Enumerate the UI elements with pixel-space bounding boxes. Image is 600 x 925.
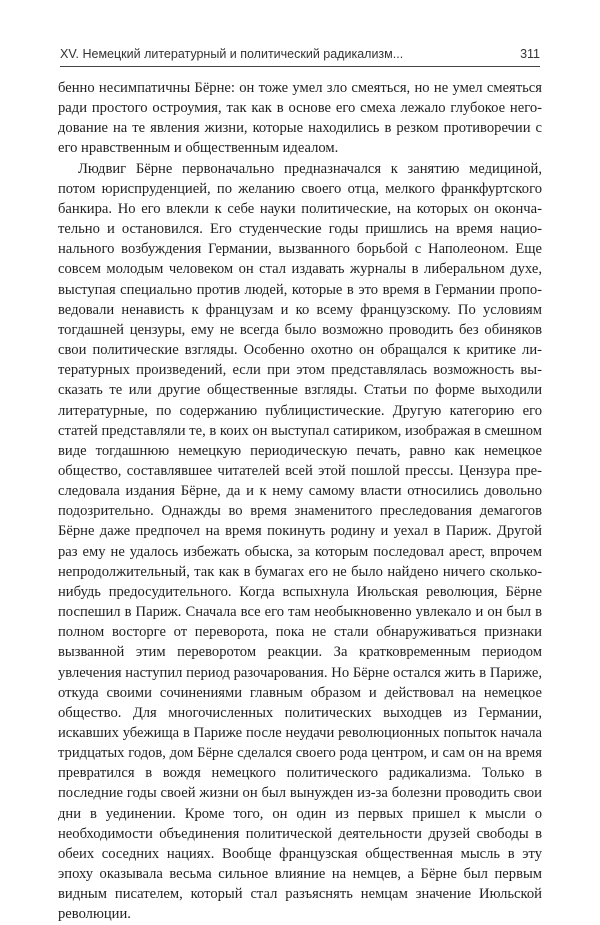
body-text xyxy=(58,78,542,925)
running-title: XV. Немецкий литературный и политический радикализм... xyxy=(60,47,404,61)
paragraph-continued: бенно несимпатичны Бёрне: он тоже умел зло смеяться, но не умел смеяться ради простого остроумия, так как в основе его смеха лежало глубокое негодование на те явления жизни, которые находились в резком противоречии с его нравственным и общественным идеалом. xyxy=(58,80,542,157)
running-header xyxy=(60,47,540,67)
paragraph-berne: Людвиг Бёрне первоначально предназначался к занятию медициной, потом юриспруденцией, по желанию своего отца, мелкого франкфуртского банкира. Но его влекли к себе науки политические, на которых он окончательно и остановился. Его студенческие годы пришлись на время национального возбуждения Германии, вызванного борьбой с Наполеоном. Еще совсем молодым человеком он стал издавать журналы в либеральном духе, выступая специально против людей, которые в это время в Германии проповедовали ненависть к французам и ко всему французскому. По условиям тогдашней цензуры, ему не всегда было возможно проводить без обиняков свои политические взгляды. Особенно охотно он обращался к критике литературных произведений, если при этом представлялась возможность высказать те или другие общественные взгляды. Статьи по форме выходили литературные, по содержанию публицистические. Другую категорию его статей представляли те, в коих он выступал сатириком, изображая в смешном виде тогдашнюю немецкую периодическую печать, равно как немецкое общество, составлявшее читателей всей этой пошлой прессы. Цензура преследовала издания Бёрне, да и к нему самому власти относились довольно подозрительно. Однажды во время знаменитого преследования демагогов Бёрне даже предпочел на время покинуть родину и уехал в Париж. Другой раз ему не удалось избежать обыска, за которым последовал арест, впрочем непродолжительный, так как в бумагах его не было найдено ничего сколько-нибудь предосудительного. Когда вспыхнула Июльская революция, Бёрне поспешил в Париж. Сначала все его там необыкновенно увлекало и он был в полном восторге от переворота, пока не стали обнаруживаться признаки вызванной этим переворотом реакции. За кратковременным периодом увлечения наступил период разочарования. Но Бёрне остался жить в Париже, откуда своими сочинениями главным образом и действовал на немецкое общество. Для многочисленных политических выходцев из Германии, искавших убежища в Париже после неудачи революционных попыток начала тридцатых годов, дом Бёрне сделался своего рода центром, и сам он на время превратился в вождя немецкого политического радикализма. Только в последние годы своей жизни он был вынужден из-за болезни проводить свои дни в уединении. Кроме того, он один из первых пришел к мысли о необходимости объединения политической деятельности друзей свободы в обеих соседних нациях. Вообще французская общественная мысль в эту эпоху оказывала весьма сильное влияние на немцев, а Бёрне был первым видным писателем, который стал разъяснять немцам значение Июльской революции. xyxy=(58,160,542,923)
page-number: 311 xyxy=(520,47,540,61)
